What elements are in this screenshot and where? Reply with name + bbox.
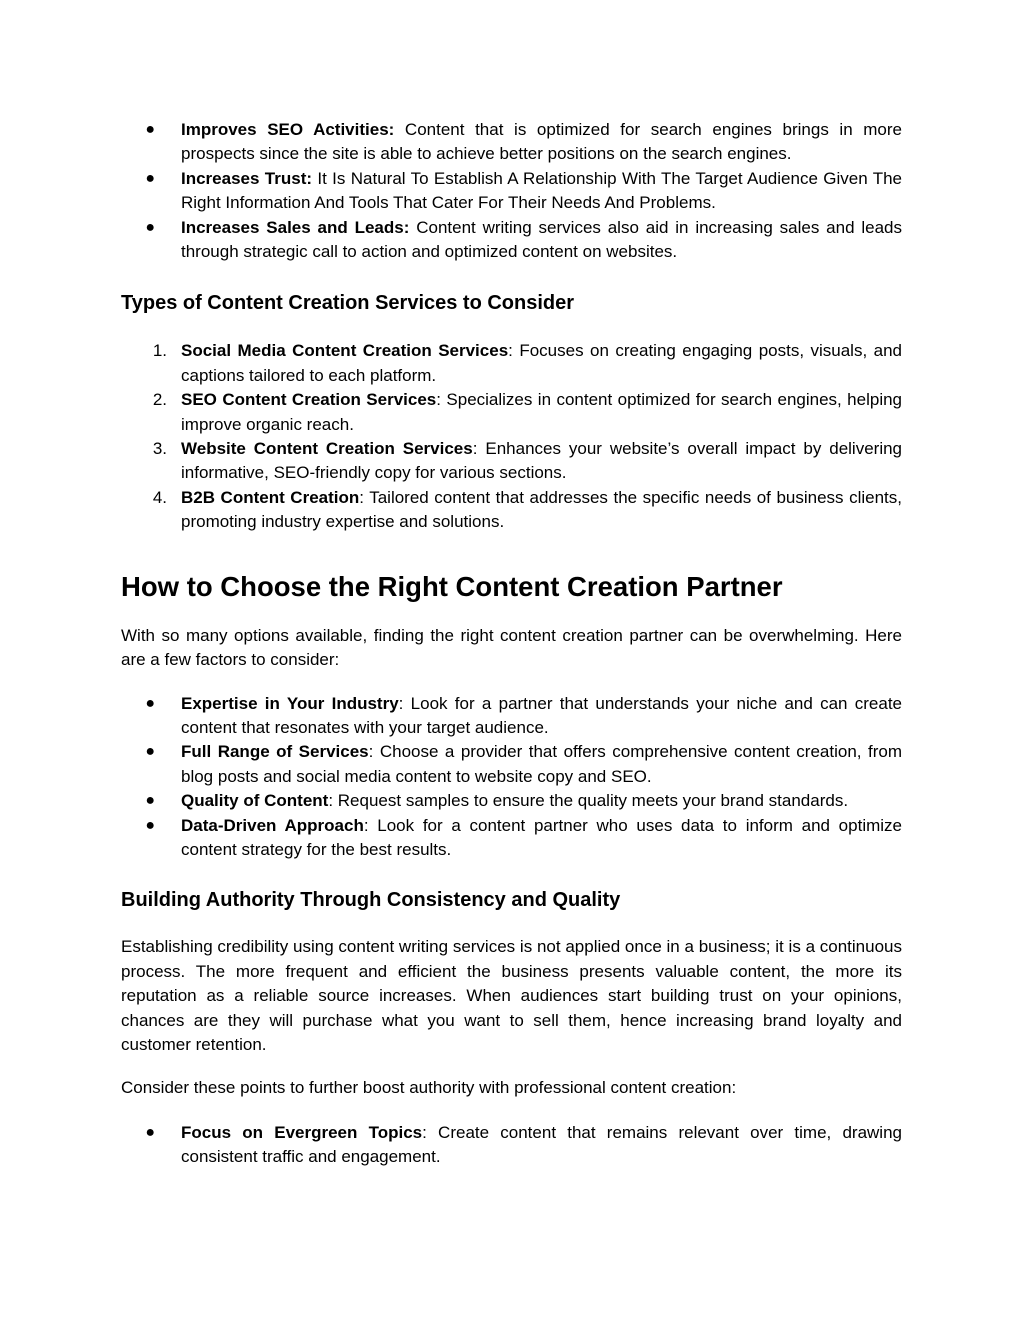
list-number: 3. — [152, 439, 167, 459]
item-term: Increases Sales and Leads: — [181, 217, 410, 237]
item-desc: It Is Natural To Establish A Relationship With The Target Audience Given The Right Information And Tools That Cater For Their Needs And Problems. — [181, 168, 902, 213]
list-item — [121, 216, 902, 265]
list-item — [121, 388, 902, 437]
bullet-icon: ● — [145, 169, 155, 187]
item-desc: : Choose a provider that offers comprehensive content creation, from blog posts and social media content to website copy and SEO. — [181, 742, 902, 786]
item-term: B2B Content Creation — [181, 487, 360, 507]
item-desc: Content writing services also aid in increasing sales and leads through strategic call to action and optimized content on websites. — [181, 217, 902, 262]
section-heading-choose: How to Choose the Right Content Creation Partner — [121, 570, 783, 602]
types-list — [121, 339, 902, 534]
list-item — [121, 486, 902, 535]
item-desc: : Create content that remains relevant over time, drawing consistent traffic and engagement. — [181, 1122, 902, 1167]
list-number: 4. — [152, 487, 167, 507]
section-heading-authority: Building Authority Through Consistency and Quality — [121, 889, 621, 912]
item-desc: : Tailored content that addresses the specific needs of business clients, promoting industry expertise and solutions. — [181, 487, 902, 532]
item-term: Quality of Content — [181, 791, 329, 811]
bullet-icon: ● — [145, 1123, 155, 1141]
item-desc: : Specializes in content optimized for search engines, helping improve organic reach. — [181, 390, 903, 434]
bullet-icon: ● — [145, 694, 155, 712]
bullet-icon: ● — [145, 743, 155, 761]
item-term: Website Content Creation Services — [181, 439, 473, 459]
authority-points-intro: Consider these points to further boost authority with professional content creation: — [121, 1078, 737, 1098]
item-term: Data-Driven Approach — [181, 815, 364, 835]
item-term: Focus on Evergreen Topics — [181, 1122, 423, 1142]
authority-paragraph: Establishing credibility using content writing services is not applied once in a business; it is a continuous process. The more frequent and efficient the business presents valuable content, the more its reputation as a reliable source increases. When audiences start building trust on your opinions, chances are they will purchase what you want to sell them, hence increasing brand loyalty and customer retention. — [121, 937, 902, 1054]
list-number: 1. — [152, 341, 167, 361]
list-item — [121, 692, 902, 741]
list-item — [121, 437, 902, 486]
section-heading-types: Types of Content Creation Services to Consider — [121, 292, 575, 315]
authority-list — [121, 1121, 902, 1170]
item-term: Improves SEO Activities: — [181, 120, 395, 139]
item-desc: : Enhances your website’s overall impact by delivering informative, SEO-friendly copy for various sections. — [181, 439, 903, 483]
item-term: Full Range of Services — [181, 742, 369, 762]
bullet-icon: ● — [145, 816, 155, 834]
choose-intro: With so many options available, finding the right content creation partner can be overwhelming. Here are a few factors to consider: — [121, 625, 902, 670]
list-number: 2. — [152, 390, 167, 410]
item-desc: Content that is optimized for search engines brings in more prospects since the site is able to achieve better positions on the search engines. — [181, 120, 902, 164]
item-term: Increases Trust: — [181, 168, 313, 188]
list-item — [121, 339, 902, 388]
list-item — [121, 789, 902, 813]
bullet-icon: ● — [145, 121, 155, 138]
item-desc: : Focuses on creating engaging posts, visuals, and captions tailored to each platform. — [181, 341, 902, 385]
item-term: SEO Content Creation Services — [181, 390, 437, 410]
factors-list — [121, 692, 902, 863]
benefits-list — [121, 118, 902, 264]
item-desc: : Look for a partner that understands your niche and can create content that resonates with your target audience. — [181, 693, 902, 737]
item-desc: : Request samples to ensure the quality meets your brand standards. — [328, 791, 849, 811]
list-item — [121, 1121, 902, 1170]
bullet-icon: ● — [145, 792, 155, 810]
list-item — [121, 167, 902, 216]
item-desc: : Look for a content partner who uses data to inform and optimize content strategy for the best results. — [181, 815, 902, 859]
item-term: Expertise in Your Industry — [181, 693, 399, 713]
list-item — [121, 118, 902, 167]
bullet-icon: ● — [145, 218, 155, 236]
list-item — [121, 814, 902, 863]
list-item — [121, 740, 902, 789]
item-term: Social Media Content Creation Services — [181, 341, 509, 361]
